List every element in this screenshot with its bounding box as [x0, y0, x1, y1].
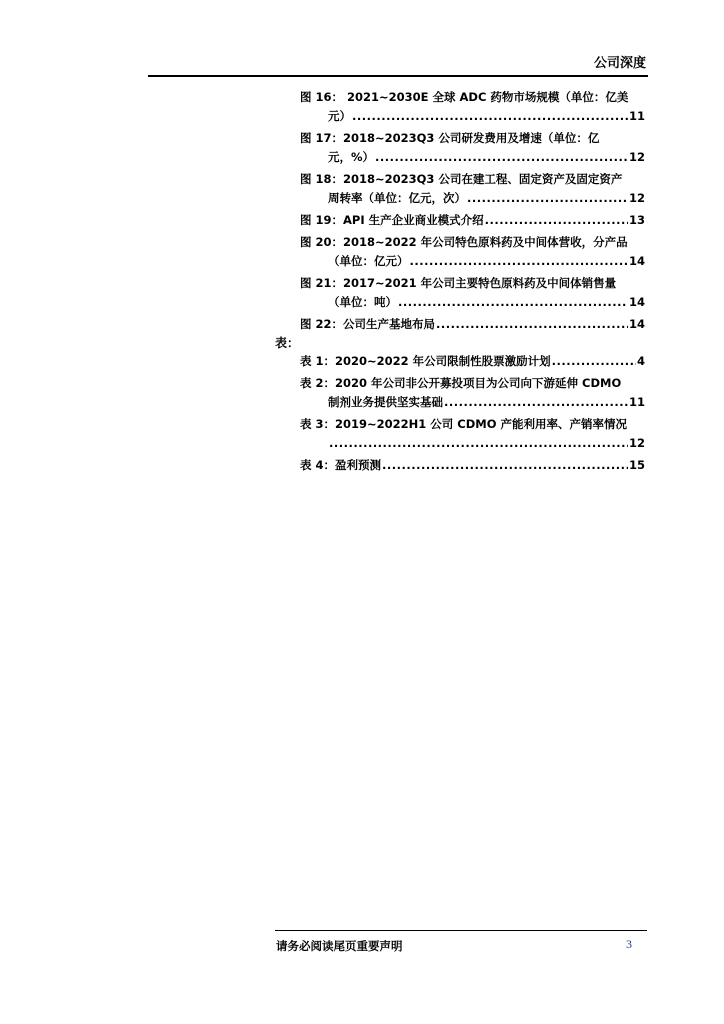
toc-entry-title-cont: 制剂业务提供坚实基础	[328, 395, 443, 409]
leader-dots	[398, 293, 628, 312]
toc-page-number: 12	[628, 150, 645, 164]
toc-entry-figure-16[interactable]	[300, 88, 645, 126]
toc-entry-figure-22[interactable]	[300, 315, 645, 334]
toc-page-number: 4	[636, 354, 645, 368]
toc-page-number: 15	[628, 458, 645, 472]
leader-dots	[329, 434, 628, 453]
toc-entry-figure-17[interactable]	[300, 129, 645, 167]
toc-page-number: 13	[628, 213, 645, 227]
leader-dots	[382, 456, 628, 475]
header-section-label: 公司深度	[593, 56, 646, 71]
footer-disclaimer: 请务必阅读尾页重要声明	[276, 939, 403, 953]
toc-entry-title: 图 18：2018~2023Q3 公司在建工程、固定资产及固定资产	[300, 172, 623, 186]
leader-dots	[352, 107, 628, 126]
toc-page-number: 11	[628, 395, 645, 409]
toc-page-number: 14	[628, 254, 645, 268]
header-rule	[148, 75, 648, 77]
toc-entry-title-cont: （单位：吨）	[328, 295, 397, 309]
toc-entry-figure-19[interactable]	[300, 211, 645, 230]
toc-entry-title: 表 2：2020 年公司非公开募投项目为公司向下游延伸 CDMO	[300, 376, 622, 390]
toc-entry-figure-18[interactable]	[300, 170, 645, 208]
toc-entry-table-3[interactable]	[300, 415, 645, 453]
toc-page-number: 14	[628, 317, 645, 331]
toc-entry-title: 表 4：盈利预测	[300, 458, 382, 472]
toc-entry-title: 表 1：2020~2022 年公司限制性股票激励计划	[300, 354, 551, 368]
toc-entry-title: 表 3：2019~2022H1 公司 CDMO 产能利用率、产销率情况	[300, 417, 627, 431]
leader-dots	[485, 211, 628, 230]
figure-list	[300, 88, 645, 337]
footer-page-number: 3	[626, 937, 632, 951]
toc-entry-title: 图 21：2017~2021 年公司主要特色原料药及中间体销售量	[300, 276, 617, 290]
toc-entry-title-cont: （单位：亿元）	[328, 254, 409, 268]
toc-page-number: 14	[628, 295, 645, 309]
toc-entry-table-2[interactable]	[300, 374, 645, 412]
toc-entry-title: 图 20：2018~2022 年公司特色原料药及中间体营收，分产品	[300, 235, 628, 249]
toc-entry-title-cont: 元，%）	[328, 150, 375, 164]
toc-entry-figure-20[interactable]	[300, 233, 645, 271]
toc-entry-title: 图 19：API 生产企业商业模式介绍	[300, 213, 484, 227]
leader-dots	[375, 148, 628, 167]
leader-dots	[444, 393, 628, 412]
table-list	[300, 352, 645, 478]
toc-entry-title: 图 16： 2021~2030E 全球 ADC 药物市场规模（单位：亿美	[300, 90, 629, 104]
toc-entry-table-4[interactable]	[300, 456, 645, 475]
toc-page-number: 12	[628, 436, 645, 450]
leader-dots	[410, 252, 628, 271]
toc-page-number: 11	[628, 109, 645, 123]
toc-entry-table-1[interactable]	[300, 352, 645, 371]
toc-entry-title: 图 22：公司生产基地布局	[300, 317, 436, 331]
footer-rule	[275, 930, 647, 931]
leader-dots	[436, 315, 628, 334]
toc-entry-title-cont: 元）	[328, 109, 351, 123]
toc-entry-title-cont: 周转率（单位：亿元，次）	[328, 191, 466, 205]
tables-heading: 表：	[275, 336, 300, 350]
toc-entry-title: 图 17：2018~2023Q3 公司研发费用及增速（单位：亿	[300, 131, 600, 145]
toc-page-number: 12	[628, 191, 645, 205]
leader-dots	[467, 189, 628, 208]
toc-entry-figure-21[interactable]	[300, 274, 645, 312]
leader-dots	[552, 352, 636, 371]
